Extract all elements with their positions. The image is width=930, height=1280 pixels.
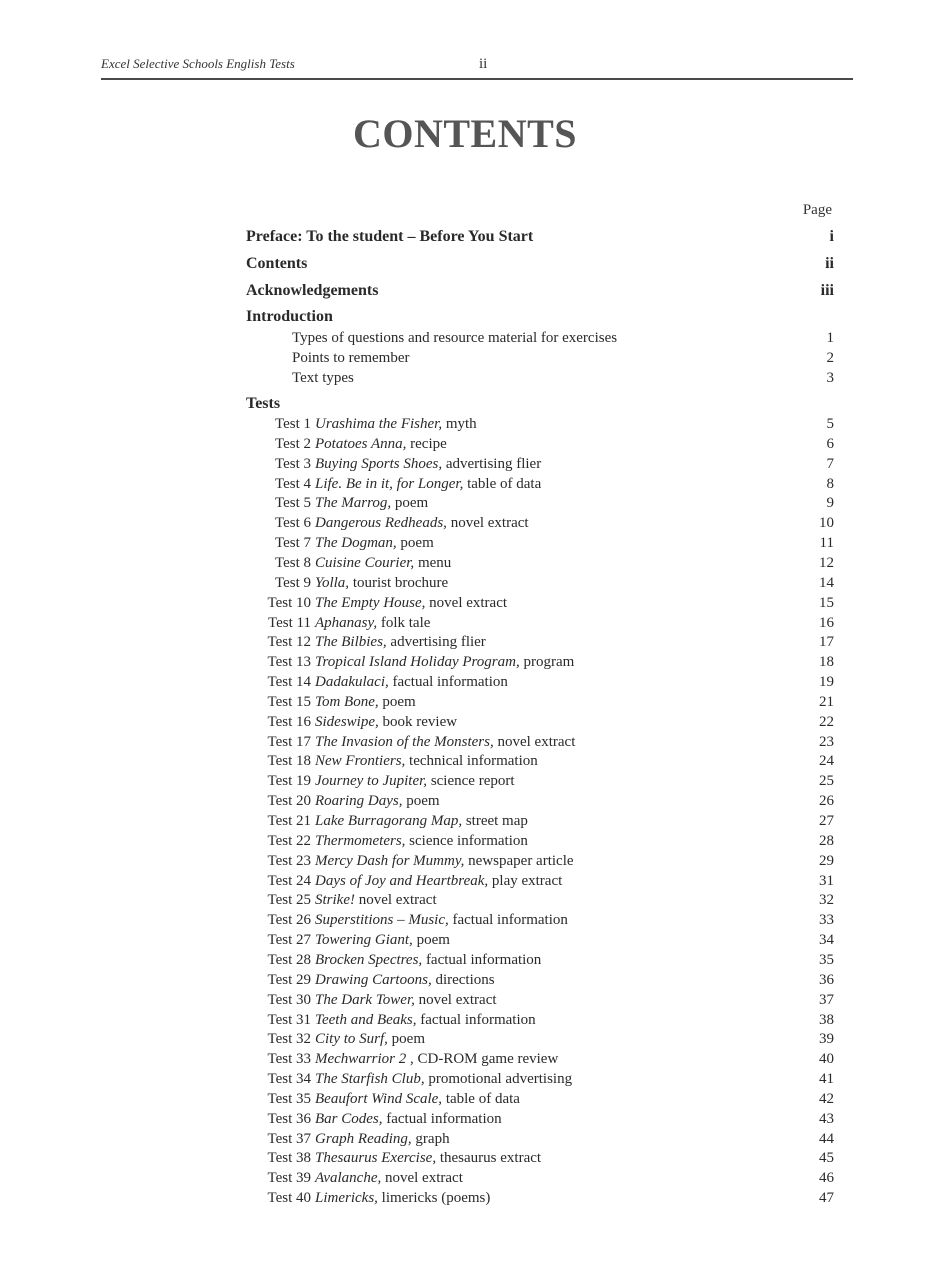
toc-page-number: 11 xyxy=(819,535,834,551)
toc-page-number: 29 xyxy=(819,853,834,869)
section-heading-text: Tests xyxy=(246,395,281,412)
test-title: Strike! novel extract xyxy=(315,892,437,908)
test-text-type: novel extract xyxy=(381,1170,463,1186)
toc-page-number: 5 xyxy=(826,416,834,432)
toc-page-number: 40 xyxy=(819,1051,834,1067)
toc-page-number: 3 xyxy=(826,370,834,386)
test-label: Test 1 xyxy=(274,416,311,432)
test-title: Life. Be in it, for Longer, table of data xyxy=(315,476,542,492)
test-title: The Dark Tower, novel extract xyxy=(315,992,497,1008)
toc-page-number: 10 xyxy=(819,515,834,531)
toc-page-number: 28 xyxy=(819,833,834,849)
test-label: Test 35 xyxy=(267,1091,311,1107)
test-text-type: table of data xyxy=(442,1091,520,1107)
test-text-type: tourist brochure xyxy=(349,575,449,591)
toc-entry-title: Points to remember xyxy=(292,350,410,366)
test-label: Test 31 xyxy=(267,1012,311,1028)
test-text-type: factual information xyxy=(448,912,568,928)
test-label: Test 12 xyxy=(267,634,311,650)
test-text-type: novel extract xyxy=(493,734,576,750)
test-title: Roaring Days, poem xyxy=(315,793,440,809)
toc-page-number: 21 xyxy=(819,694,834,710)
test-label: Test 19 xyxy=(267,773,311,789)
test-label: Test 10 xyxy=(267,595,311,611)
toc-page-number: 23 xyxy=(819,734,834,750)
test-text-type: poem xyxy=(412,932,450,948)
test-text-type: table of data xyxy=(463,476,542,492)
test-label: Test 30 xyxy=(267,992,311,1008)
toc-page-number: 16 xyxy=(819,615,834,631)
test-text-type: book review xyxy=(378,714,458,730)
toc-page-number: 33 xyxy=(819,912,834,928)
test-label: Test 9 xyxy=(274,575,311,591)
toc-page-number: 46 xyxy=(819,1170,834,1186)
test-text-type: poem xyxy=(387,1031,425,1047)
test-title: The Bilbies, advertising flier xyxy=(315,634,486,650)
test-label: Test 37 xyxy=(267,1131,311,1147)
toc-entry-title: Acknowledgements xyxy=(246,282,379,299)
test-title: Days of Joy and Heartbreak, play extract xyxy=(315,873,563,889)
toc-page-number: 19 xyxy=(819,674,834,690)
test-label: Test 17 xyxy=(267,734,311,750)
test-text-type: factual information xyxy=(422,952,542,968)
toc-page-number: 7 xyxy=(826,456,834,472)
test-text-type: novel extract xyxy=(354,892,437,908)
toc-entry-title: Contents xyxy=(246,255,308,272)
test-text-type: novel extract xyxy=(425,595,508,611)
test-text-type: program xyxy=(519,654,575,670)
test-title: Thermometers, science information xyxy=(315,833,528,849)
test-text-type: recipe xyxy=(406,436,447,452)
test-label: Test 14 xyxy=(267,674,311,690)
test-label: Test 34 xyxy=(267,1071,311,1087)
test-title: Limericks, limericks (poems) xyxy=(315,1190,491,1206)
toc-page-number: 39 xyxy=(819,1031,834,1047)
toc-page-number: 17 xyxy=(819,634,834,650)
test-title: Urashima the Fisher, myth xyxy=(315,416,477,432)
page-column-label: Page xyxy=(802,202,832,218)
running-header xyxy=(101,52,853,80)
toc-page-number: 47 xyxy=(819,1190,834,1206)
toc-entry-title: Preface: To the student – Before You Start xyxy=(246,228,534,245)
test-text-type: directions xyxy=(431,972,495,988)
test-label: Test 39 xyxy=(267,1170,311,1186)
test-title: The Empty House, novel extract xyxy=(315,595,508,611)
test-title: Yolla, tourist brochure xyxy=(315,575,449,591)
test-text-type: thesaurus extract xyxy=(436,1150,542,1166)
toc-page-number: 37 xyxy=(819,992,834,1008)
test-text-type: graph xyxy=(411,1131,450,1147)
test-text-type: poem xyxy=(391,495,429,511)
test-title: Graph Reading, graph xyxy=(315,1131,450,1147)
test-title: Towering Giant, poem xyxy=(315,932,450,948)
test-label: Test 38 xyxy=(267,1150,311,1166)
toc-page-number: 26 xyxy=(819,793,834,809)
toc-page-number: ii xyxy=(825,255,834,272)
test-text-type: poem xyxy=(378,694,416,710)
test-title: Teeth and Beaks, factual information xyxy=(315,1012,536,1028)
test-title: Dadakulaci, factual information xyxy=(315,674,508,690)
test-label: Test 18 xyxy=(267,753,311,769)
toc-entry-title: Types of questions and resource material for exercises xyxy=(292,330,618,346)
toc-page-number: 15 xyxy=(819,595,834,611)
test-text-type: factual information xyxy=(416,1012,536,1028)
test-title: Drawing Cartoons, directions xyxy=(315,972,495,988)
toc-page-number: 6 xyxy=(826,436,834,452)
header-page-number: ii xyxy=(479,56,488,72)
test-label: Test 23 xyxy=(267,853,311,869)
toc-page-number: 35 xyxy=(819,952,834,968)
test-label: Test 28 xyxy=(267,952,311,968)
test-title: Tropical Island Holiday Program, program xyxy=(315,654,575,670)
test-text-type: poem xyxy=(396,535,434,551)
test-label: Test 21 xyxy=(267,813,311,829)
test-title: Beaufort Wind Scale, table of data xyxy=(315,1091,520,1107)
test-title: Buying Sports Shoes, advertising flier xyxy=(315,456,542,472)
toc-page-number: 8 xyxy=(826,476,834,492)
test-label: Test 33 xyxy=(267,1051,311,1067)
toc-page-number: 31 xyxy=(819,873,834,889)
test-label: Test 4 xyxy=(274,476,311,492)
toc-page-number: 41 xyxy=(819,1071,834,1087)
test-title: Cuisine Courier, menu xyxy=(315,555,452,571)
test-label: Test 3 xyxy=(274,456,311,472)
test-text-type: advertising flier xyxy=(386,634,486,650)
test-text-type: limericks (poems) xyxy=(377,1190,491,1206)
test-text-type: newspaper article xyxy=(464,853,574,869)
toc-page-number: 18 xyxy=(819,654,834,670)
toc-page-number: 42 xyxy=(819,1091,834,1107)
toc-page-number: 1 xyxy=(826,330,834,346)
test-title: The Marrog, poem xyxy=(315,495,429,511)
test-title: Sideswipe, book review xyxy=(315,714,458,730)
toc-page-number: 22 xyxy=(819,714,834,730)
test-title: Dangerous Redheads, novel extract xyxy=(315,515,529,531)
test-label: Test 20 xyxy=(267,793,311,809)
toc-page-number: 14 xyxy=(819,575,834,591)
toc-page-number: 44 xyxy=(819,1131,834,1147)
test-label: Test 27 xyxy=(267,932,311,948)
toc-page-number: 45 xyxy=(819,1150,834,1166)
test-text-type: factual information xyxy=(382,1111,502,1127)
test-label: Test 32 xyxy=(267,1031,311,1047)
test-text-type: folk tale xyxy=(377,615,431,631)
test-text-type: science information xyxy=(405,833,528,849)
test-text-type: myth xyxy=(442,416,477,432)
page-title: CONTENTS xyxy=(352,111,578,156)
test-title: Bar Codes, factual information xyxy=(315,1111,502,1127)
test-label: Test 2 xyxy=(274,436,311,452)
test-text-type: novel extract xyxy=(414,992,497,1008)
test-label: Test 13 xyxy=(267,654,311,670)
toc-entry-title: Text types xyxy=(292,370,354,386)
toc-page-number: 43 xyxy=(819,1111,834,1127)
test-title: City to Surf, poem xyxy=(315,1031,425,1047)
toc-page-number: 25 xyxy=(819,773,834,789)
toc-page-number: 38 xyxy=(819,1012,834,1028)
test-title: The Invasion of the Monsters, novel extract xyxy=(315,734,576,750)
toc-page-number: 34 xyxy=(819,932,834,948)
test-label: Test 8 xyxy=(274,555,311,571)
section-heading-text: Introduction xyxy=(246,308,333,325)
test-text-type: technical information xyxy=(405,753,538,769)
toc-page-number: i xyxy=(829,228,834,245)
book-title: Excel Selective Schools English Tests xyxy=(101,56,295,71)
test-text-type: menu xyxy=(414,555,452,571)
test-title: The Starfish Club, promotional advertising xyxy=(315,1071,573,1087)
test-text-type: play extract xyxy=(488,873,563,889)
test-title: Thesaurus Exercise, thesaurus extract xyxy=(315,1150,542,1166)
test-text-type: , CD-ROM game review xyxy=(406,1051,559,1067)
test-title: Superstitions – Music, factual information xyxy=(315,912,568,928)
test-label: Test 25 xyxy=(267,892,311,908)
test-text-type: novel extract xyxy=(446,515,529,531)
toc-page-number: 2 xyxy=(826,350,834,366)
toc-page-number: 27 xyxy=(819,813,834,829)
test-title: Mechwarrior 2 , CD-ROM game review xyxy=(315,1051,559,1067)
test-label: Test 16 xyxy=(267,714,311,730)
toc-page-number: 12 xyxy=(819,555,834,571)
test-text-type: science report xyxy=(427,773,515,789)
test-label: Test 7 xyxy=(274,535,311,551)
test-label: Test 15 xyxy=(267,694,311,710)
test-label: Test 26 xyxy=(267,912,311,928)
test-text-type: street map xyxy=(462,813,528,829)
toc-page-number: iii xyxy=(820,282,834,299)
toc-page-number: 9 xyxy=(826,495,834,511)
test-text-type: poem xyxy=(402,793,440,809)
test-label: Test 29 xyxy=(267,972,311,988)
toc-page-number: 36 xyxy=(819,972,834,988)
test-label: Test 6 xyxy=(274,515,311,531)
test-title: The Dogman, poem xyxy=(315,535,434,551)
test-label: Test 40 xyxy=(267,1190,311,1206)
test-label: Test 11 xyxy=(268,615,311,631)
test-title: Lake Burragorang Map, street map xyxy=(315,813,528,829)
test-label: Test 5 xyxy=(274,495,311,511)
test-label: Test 36 xyxy=(267,1111,311,1127)
test-title: Tom Bone, poem xyxy=(315,694,416,710)
test-label: Test 22 xyxy=(267,833,311,849)
toc-page-number: 24 xyxy=(819,753,834,769)
toc-page-number: 32 xyxy=(819,892,834,908)
test-title: Mercy Dash for Mummy, newspaper article xyxy=(315,853,574,869)
test-title: Potatoes Anna, recipe xyxy=(315,436,447,452)
test-title: Journey to Jupiter, science report xyxy=(315,773,515,789)
test-text-type: promotional advertising xyxy=(424,1071,573,1087)
test-title: Aphanasy, folk tale xyxy=(315,615,431,631)
test-title: Brocken Spectres, factual information xyxy=(315,952,542,968)
test-title: New Frontiers, technical information xyxy=(315,753,538,769)
test-title: Avalanche, novel extract xyxy=(315,1170,463,1186)
test-text-type: advertising flier xyxy=(442,456,542,472)
test-label: Test 24 xyxy=(267,873,311,889)
test-text-type: factual information xyxy=(388,674,508,690)
